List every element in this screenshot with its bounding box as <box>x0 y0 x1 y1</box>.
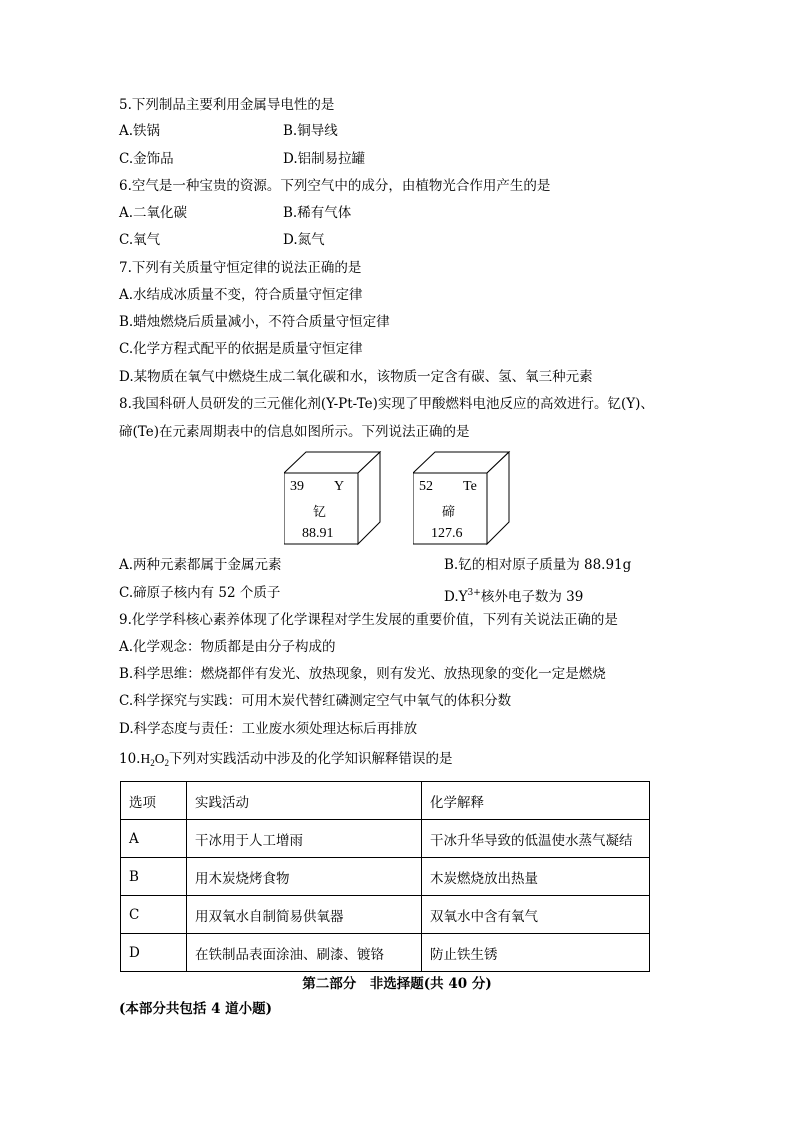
element-cube-yttrium <box>284 451 382 547</box>
atomic-mass: 88.91 <box>302 526 334 541</box>
formula-o: O <box>154 751 165 766</box>
q5-option-d: D.铝制易拉罐 <box>283 151 366 167</box>
q8-option-d-prefix: D.Y <box>444 589 468 605</box>
header-explanation: 化学解释 <box>422 782 650 820</box>
atomic-number: 52 <box>419 479 433 494</box>
element-symbol: Te <box>463 479 477 494</box>
q8-stem-line2: 碲(Te)在元素周期表中的信息如图所示。下列说法正确的是 <box>119 424 470 440</box>
cell-option: C <box>121 896 187 934</box>
q8-option-d-suffix: 核外电子数为 39 <box>480 589 584 605</box>
q5-option-a: A.铁锅 <box>119 123 161 139</box>
formula-sub-2: 2 <box>164 758 169 768</box>
formula-sub-1: 2 <box>150 758 155 768</box>
q8-option-d <box>444 583 583 607</box>
q9-option-b: B.科学思维：燃烧都伴有发光、放热现象，则有发光、放热现象的变化一定是燃烧 <box>119 666 606 682</box>
cell-activity: 用双氧水自制简易供氧器 <box>187 896 422 934</box>
q5-option-b: B.铜导线 <box>283 123 338 139</box>
q10-number: 10. <box>119 751 141 767</box>
q10-formula <box>140 751 169 766</box>
part2-note: (本部分共包括 4 道小题) <box>119 1001 273 1017</box>
q10-stem <box>119 749 452 773</box>
cell-explanation: 干冰升华导致的低温使水蒸气凝结 <box>422 820 650 858</box>
q9-stem: 9.化学学科核心素养体现了化学课程对学生发展的重要价值，下列有关说法正确的是 <box>119 612 618 628</box>
q6-option-d: D.氮气 <box>283 232 325 248</box>
formula-h: H <box>140 751 151 766</box>
cell-option: A <box>121 820 187 858</box>
q7-option-d: D.某物质在氧气中燃烧生成二氧化碳和水，该物质一定含有碳、氢、氧三种元素 <box>119 369 593 385</box>
q6-option-b: B.稀有气体 <box>283 205 352 221</box>
part2-title: 第二部分 非选择题(共 40 分) <box>302 976 492 992</box>
q6-stem: 6.空气是一种宝贵的资源。下列空气中的成分，由植物光合作用产生的是 <box>119 178 551 194</box>
cell-activity: 干冰用于人工增雨 <box>187 820 422 858</box>
q8-option-a: A.两种元素都属于金属元素 <box>119 557 282 573</box>
q10-stem-text: 下列对实践活动中涉及的化学知识解释错误的是 <box>168 751 453 767</box>
q10-table <box>120 781 650 972</box>
q8-stem-line1: 8.我国科研人员研发的三元催化剂(Y-Pt-Te)实现了甲酸燃料电池反应的高效进行。钇(Y)、 <box>119 396 654 412</box>
cell-activity: 在铁制品表面涂油、刷漆、镀铬 <box>187 934 422 972</box>
cell-explanation: 双氧水中含有氧气 <box>422 896 650 934</box>
q5-option-c: C.金饰品 <box>119 151 174 167</box>
table-row <box>121 896 650 934</box>
table-row <box>121 858 650 896</box>
cell-explanation: 防止铁生锈 <box>422 934 650 972</box>
cell-activity: 用木炭烧烤食物 <box>187 858 422 896</box>
element-name: 碲 <box>442 505 456 520</box>
q6-option-c: C.氧气 <box>119 232 161 248</box>
q8-option-b: B.钇的相对原子质量为 88.91g <box>444 557 632 573</box>
q9-option-c: C.科学探究与实践：可用木炭代替红磷测定空气中氧气的体积分数 <box>119 693 512 709</box>
table-header-row <box>121 782 650 820</box>
cell-option: D <box>121 934 187 972</box>
element-symbol: Y <box>334 479 345 494</box>
q7-stem: 7.下列有关质量守恒定律的说法正确的是 <box>119 260 362 276</box>
q9-option-d: D.科学态度与责任：工业废水须处理达标后再排放 <box>119 721 418 737</box>
header-option: 选项 <box>121 782 187 820</box>
atomic-number: 39 <box>290 479 304 494</box>
q7-option-a: A.水结成冰质量不变，符合质量守恒定律 <box>119 287 363 303</box>
q8-option-c: C.碲原子核内有 52 个质子 <box>119 585 281 601</box>
element-cube-tellurium <box>413 451 511 547</box>
cell-explanation: 木炭燃烧放出热量 <box>422 858 650 896</box>
table-row <box>121 934 650 972</box>
q6-option-a: A.二氧化碳 <box>119 205 188 221</box>
q7-option-c: C.化学方程式配平的依据是质量守恒定律 <box>119 341 363 357</box>
q5-stem: 5.下列制品主要利用金属导电性的是 <box>119 97 335 113</box>
header-activity: 实践活动 <box>187 782 422 820</box>
element-name: 钇 <box>313 505 327 520</box>
q9-option-a: A.化学观念：物质都是由分子构成的 <box>119 639 336 655</box>
q8-option-d-charge: 3+ <box>467 588 481 598</box>
table-row <box>121 820 650 858</box>
cell-option: B <box>121 858 187 896</box>
atomic-mass: 127.6 <box>431 526 463 541</box>
q7-option-b: B.蜡烛燃烧后质量减小，不符合质量守恒定律 <box>119 314 390 330</box>
